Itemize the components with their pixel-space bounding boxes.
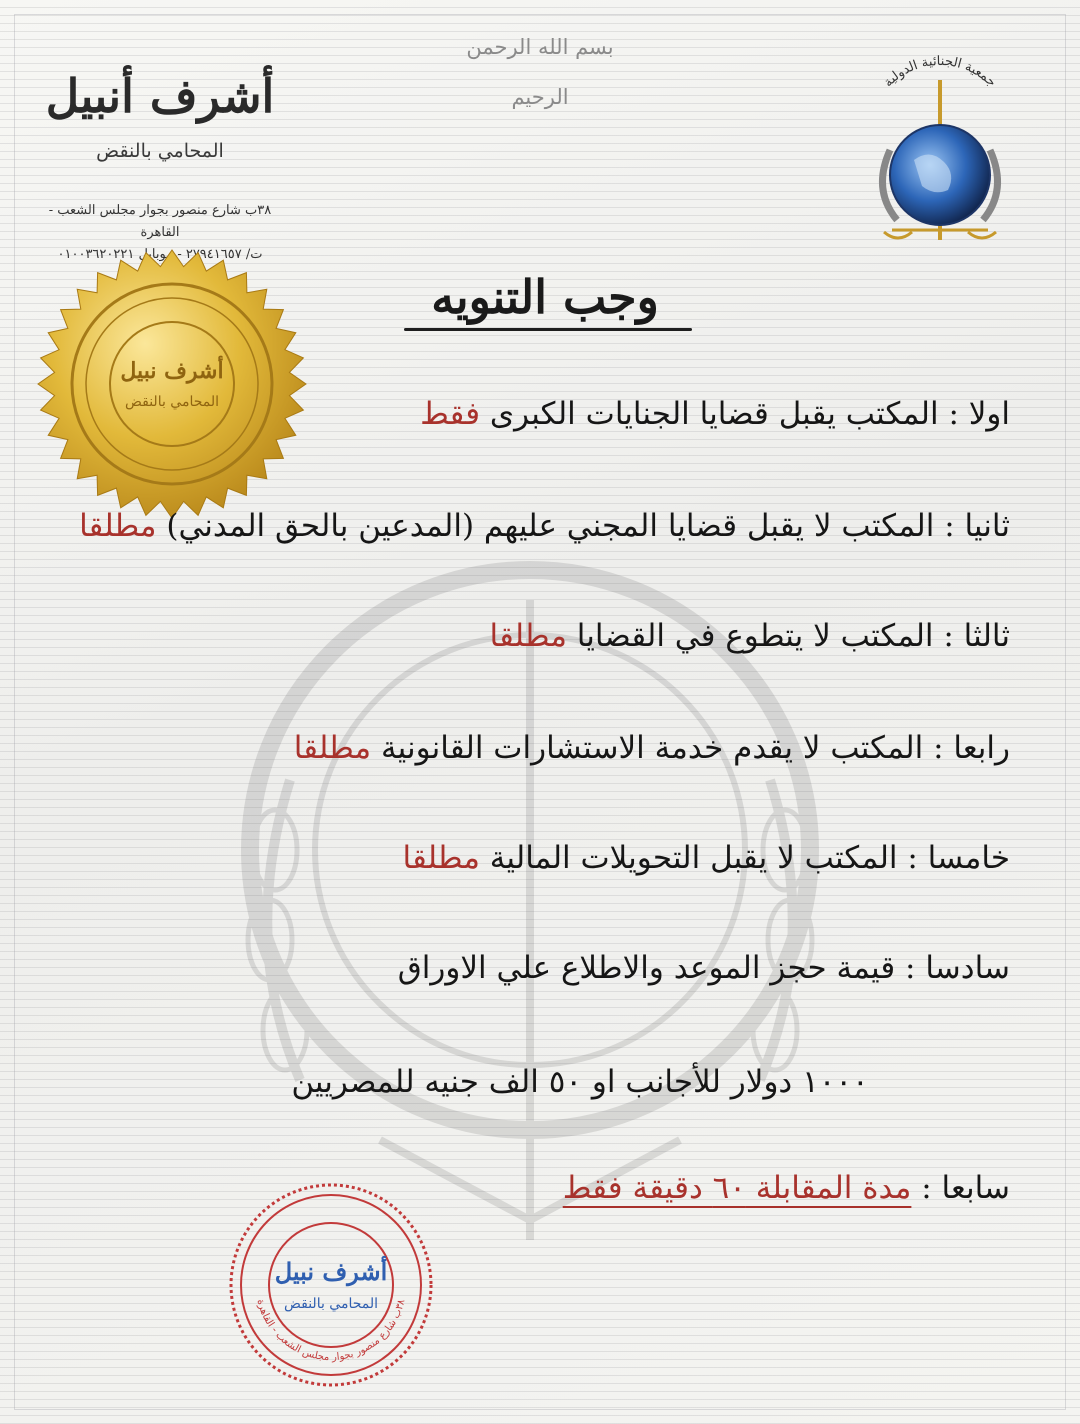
rule-text: قيمة حجز الموعد والاطلاع علي الاوراق	[397, 950, 906, 986]
rule-prefix: اولا :	[948, 396, 1010, 432]
rule-prefix: خامسا :	[907, 840, 1010, 876]
basmala-heading: بسم الله الرحمن الرحيم	[466, 35, 614, 109]
rule-text: المكتب لا يقبل التحويلات المالية	[479, 840, 908, 876]
gold-foil-seal-icon	[36, 248, 308, 520]
phone-line: ت/ ٢٧٩٤١٦٥٧ - موبايل ٠١٠٠٣٦٢٠٢٢١	[57, 247, 263, 262]
rule-emphasis: مدة المقابلة ٦٠ دقيقة فقط	[562, 1170, 912, 1206]
rule-prefix: سابعا :	[921, 1170, 1010, 1206]
rule-prefix: ثانيا :	[944, 508, 1010, 544]
rule-item	[420, 396, 1010, 432]
stamp-name-text: أشرف نبيل	[274, 1257, 388, 1286]
stamp-ring-text: ٣٨ب شارع منصور بجوار مجلس الشعب - القاهرة	[254, 1298, 408, 1364]
rule-item	[490, 618, 1010, 654]
seal-title-text: المحامي بالنقض	[124, 394, 220, 410]
rule-item	[398, 950, 1010, 986]
rule-item	[403, 840, 1011, 876]
rule-item	[79, 508, 1010, 544]
document-title: وجب التنويه	[431, 270, 659, 324]
rule-text: المكتب يقبل قضايا الجنايات الكبرى	[480, 396, 949, 432]
rule-text: المكتب لا يقبل قضايا المجني عليهم (المدعين بالحق المدني)	[156, 508, 945, 544]
globe-scales-emblem-icon	[852, 40, 1028, 250]
emblem-arc-label: جمعية الجنائية الدولية	[880, 54, 1000, 91]
rule-item	[563, 1170, 1010, 1206]
rule-text: المكتب لا يتطوع في القضايا	[566, 618, 944, 654]
fee-amount-line: ١٠٠٠ دولار للأجانب او ٥٠ الف جنيه للمصريين	[291, 1064, 869, 1100]
title-underline	[404, 328, 692, 331]
rule-emphasis: مطلقا	[79, 508, 157, 544]
rule-prefix: ثالثا :	[943, 618, 1010, 654]
rule-prefix: سادسا :	[905, 950, 1010, 986]
lawyer-title: المحامي بالنقض	[96, 140, 224, 162]
rule-emphasis: مطلقا	[489, 618, 567, 654]
rule-emphasis: مطلقا	[293, 730, 372, 766]
rule-emphasis: فقط	[420, 396, 481, 432]
rule-text: المكتب لا يقدم خدمة الاستشارات القانونية	[371, 730, 934, 766]
seal-name-text: أشرف نبيل	[120, 358, 224, 384]
stamp-title-text: المحامي بالنقض	[283, 1296, 379, 1312]
rule-item	[294, 730, 1010, 766]
rule-prefix: رابعا :	[933, 730, 1010, 766]
red-ink-stamp-icon	[226, 1180, 436, 1390]
address-line: ٣٨ب شارع منصور بجوار مجلس الشعب - القاهرة	[48, 203, 272, 240]
lawyer-name-logo: أشرف أنبيل	[45, 69, 275, 123]
rule-emphasis: مطلقا	[402, 840, 480, 876]
